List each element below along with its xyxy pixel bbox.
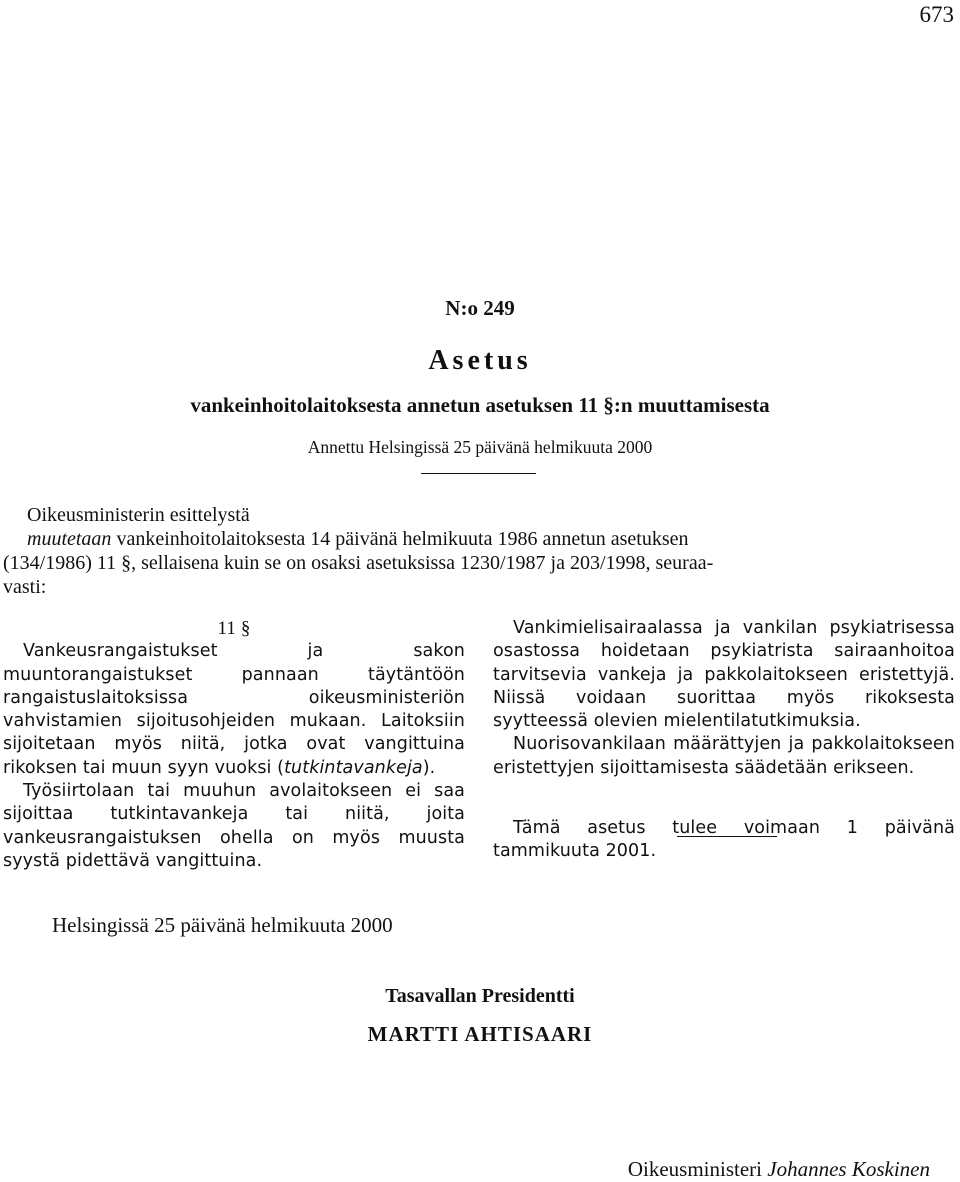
minister-name: Johannes Koskinen xyxy=(767,1157,930,1181)
minister-signature xyxy=(628,1157,930,1182)
left-column xyxy=(3,617,465,873)
issued-line: Annettu Helsingissä 25 päivänä helmikuuta 2000 xyxy=(307,437,653,457)
president-title: Tasavallan Presidentti xyxy=(385,985,575,1007)
preamble-verb: muutetaan xyxy=(27,528,112,550)
preamble xyxy=(3,503,955,599)
paragraph-3: Vankimielisairaalassa ja vankilan psykiatrisessa osastossa hoidetaan psykiatrista sairaanhoitoa tarvitsevia vankeja ja pakkolaitokseen eristettyjä. Niissä voidaan suorittaa myös rikoksesta syytteessä olevien mielentilatutkimuksia. xyxy=(493,618,955,732)
preamble-line-2 xyxy=(3,527,955,551)
paragraph-2: Työsiirtolaan tai muuhun avolaitokseen ei saa sijoittaa tutkintavankeja tai niitä, joita vankeusrangaistuksen ohella on myös muusta syystä pidettävä vangittuina. xyxy=(3,781,465,871)
paragraph-1-text: Vankeusrangaistukset ja sakon muuntorangaistukset pannaan täytäntöön rangaistuslaitoksissa oikeusministeriön vahvistamien sijoitusohjeiden mukaan. Laitoksiin sijoitetaan myös niitä, jotka ovat vangittuina rikoksen tai muun syyn vuoksi ( xyxy=(3,641,465,778)
preamble-line-3: (134/1986) 11 §, sellaisena kuin se on osaksi asetuksissa 1230/1987 ja 203/1998, seuraa- xyxy=(3,552,714,574)
preamble-line-4: vasti: xyxy=(3,576,47,598)
date-and-place: Helsingissä 25 päivänä helmikuuta 2000 xyxy=(52,913,393,937)
document-subject: vankeinhoitolaitoksesta annetun asetuksen 11 §:n muuttamisesta xyxy=(190,393,770,417)
preamble-line-1: Oikeusministerin esittelystä xyxy=(27,504,250,526)
statute-number: N:o 249 xyxy=(445,296,515,320)
president-name: MARTTI AHTISAARI xyxy=(367,1022,593,1046)
preamble-line-2-text: vankeinhoitolaitoksesta 14 päivänä helmikuuta 1986 annetun asetuksen xyxy=(111,528,689,550)
paragraph-1 xyxy=(3,640,465,780)
paragraph-4: Nuorisovankilaan määrättyjen ja pakkolaitokseen eristettyjen sijoittamisesta säädetään erikseen. xyxy=(493,734,955,778)
paragraph-1-end: ). xyxy=(422,757,436,778)
right-column xyxy=(493,617,955,864)
paragraph-1-term: tutkintavankeja xyxy=(284,757,423,778)
heading-divider xyxy=(421,473,536,474)
section-mark: 11 § xyxy=(217,618,251,639)
section-divider xyxy=(677,836,777,837)
document-type-heading: Asetus xyxy=(428,345,532,376)
effective-clause: Tämä asetus tulee voimaan 1 päivänä tammikuuta 2001. xyxy=(493,818,955,862)
page-number: 673 xyxy=(919,2,954,27)
minister-role: Oikeusministeri xyxy=(627,1157,763,1181)
